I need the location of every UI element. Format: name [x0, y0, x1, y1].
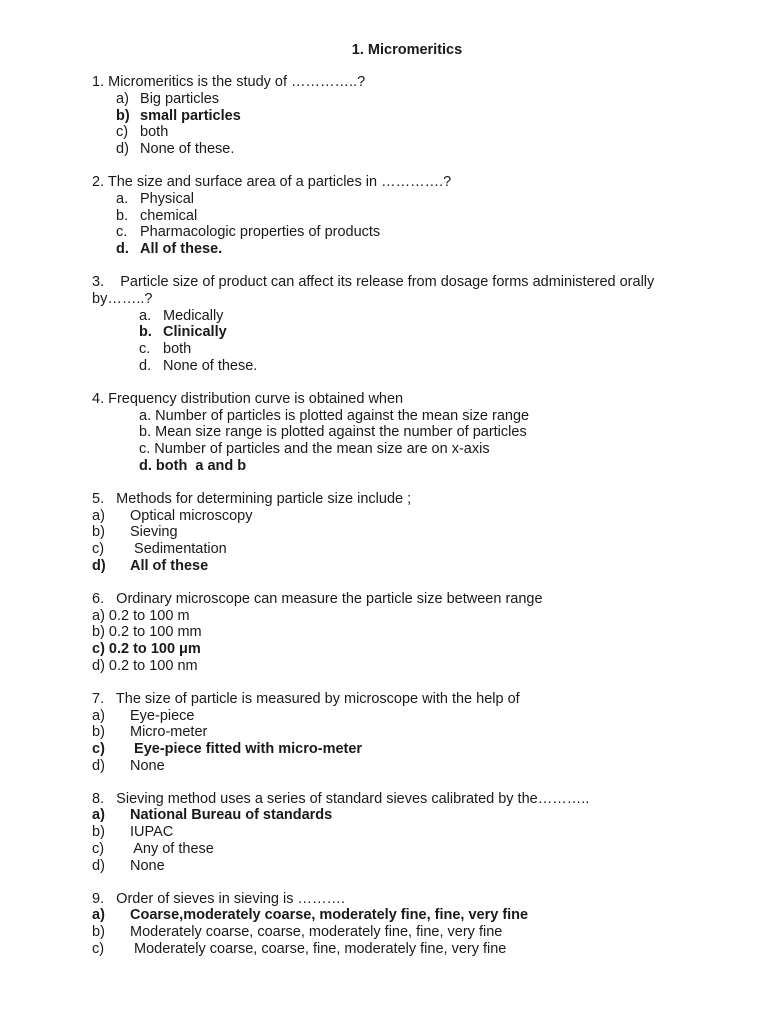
- option-c: c. both: [139, 341, 192, 358]
- option-a: a) 0.2 to 100 m: [92, 607, 190, 624]
- option-b: b) Moderately coarse, coarse, moderately fine, fine, very fine: [92, 924, 503, 941]
- option-c: c) both: [116, 124, 169, 141]
- question-stem: 4. Frequency distribution curve is obtained when: [92, 390, 404, 407]
- option-b: b) IUPAC: [92, 824, 174, 841]
- option-b: b) small particles: [116, 107, 241, 124]
- question-5: [92, 491, 712, 575]
- option-c: c) 0.2 to 100 μm: [92, 641, 201, 658]
- question-7: [92, 691, 712, 775]
- option-b: b. Mean size range is plotted against the number of particles: [139, 424, 527, 441]
- option-a: a. Physical: [116, 190, 194, 207]
- question-stem-line-2: by……..?: [92, 290, 153, 307]
- option-c: c) Eye-piece fitted with micro-meter: [92, 741, 363, 758]
- question-3: [92, 274, 712, 375]
- question-6: [92, 591, 712, 675]
- question-stem: 6. Ordinary microscope can measure the particle size between range: [92, 590, 543, 607]
- option-d: d. None of these.: [139, 357, 258, 374]
- option-b: b) Micro-meter: [92, 724, 208, 741]
- option-a: a. Medically: [139, 307, 224, 324]
- option-a: a) Eye-piece: [92, 707, 195, 724]
- option-a: a) Coarse,moderately coarse, moderately fine, fine, very fine: [92, 907, 529, 924]
- option-d: d) None: [92, 757, 165, 774]
- option-b: b. Clinically: [139, 324, 227, 341]
- option-a: a) National Bureau of standards: [92, 807, 333, 824]
- question-stem: 7. The size of particle is measured by microscope with the help of: [92, 690, 520, 707]
- question-1: [92, 74, 712, 158]
- option-b: b) 0.2 to 100 mm: [92, 624, 202, 641]
- document-page: [92, 42, 712, 958]
- title-text: 1. Micromeritics: [351, 42, 463, 58]
- question-9: [92, 891, 712, 958]
- option-a: a) Optical microscopy: [92, 507, 253, 524]
- option-d: d) 0.2 to 100 nm: [92, 657, 198, 674]
- question-stem-line-1: 3. Particle size of product can affect its release from dosage forms administered orally: [92, 273, 655, 290]
- option-a: a) Big particles: [116, 90, 220, 107]
- option-d: d. All of these.: [116, 241, 223, 258]
- option-c: c) Any of these: [92, 841, 214, 858]
- option-d: d) All of these: [92, 557, 209, 574]
- option-b: b. chemical: [116, 207, 198, 224]
- option-d: d) None of these.: [116, 141, 235, 158]
- question-4: [92, 391, 712, 475]
- question-stem: 2. The size and surface area of a particles in ………….?: [92, 173, 452, 190]
- question-8: [92, 791, 712, 875]
- question-stem: 1. Micromeritics is the study of …………..?: [92, 74, 366, 90]
- question-stem: 5. Methods for determining particle size include ;: [92, 490, 412, 507]
- option-d: d) None: [92, 857, 165, 874]
- option-c: c) Sedimentation: [92, 541, 227, 558]
- question-2: [92, 174, 712, 258]
- option-c: c. Number of particles and the mean size are on x-axis: [139, 441, 490, 458]
- question-stem: 8. Sieving method uses a series of standard sieves calibrated by the………..: [92, 790, 590, 807]
- option-c: c. Pharmacologic properties of products: [116, 224, 381, 241]
- page-title: [92, 42, 722, 58]
- option-a: a. Number of particles is plotted against the mean size range: [139, 407, 530, 424]
- question-stem: 9. Order of sieves in sieving is ……….: [92, 890, 346, 907]
- option-d: d. both a and b: [139, 457, 247, 474]
- option-b: b) Sieving: [92, 524, 178, 541]
- option-c: c) Moderately coarse, coarse, fine, moderately fine, very fine: [92, 941, 507, 958]
